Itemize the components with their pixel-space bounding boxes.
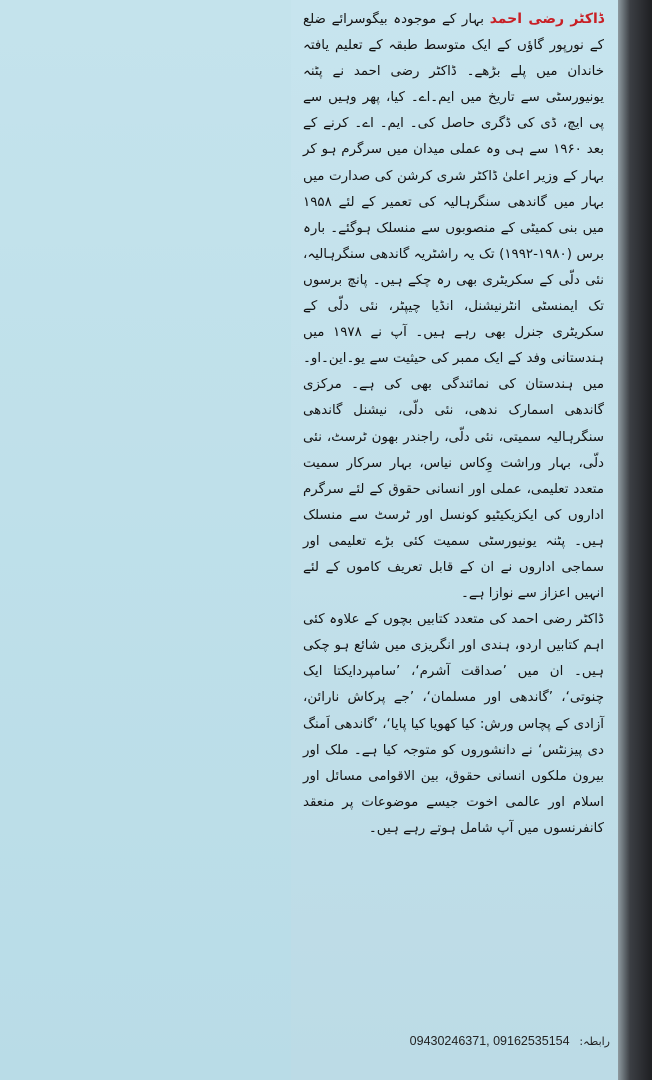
contact-phone-numbers: 09430246371, 09162535154 bbox=[409, 1034, 570, 1048]
book-spine-edge bbox=[618, 0, 652, 1080]
author-bio-panel bbox=[291, 0, 618, 1080]
contact-line bbox=[300, 1034, 610, 1048]
contact-label: رابطہ: bbox=[579, 1035, 610, 1048]
bio-paragraph-1 bbox=[303, 6, 604, 607]
author-name: ڈاکٹر رضی احمد bbox=[489, 11, 604, 27]
bio-paragraph-2: ڈاکٹر رضی احمد کی متعدد کتابیں بچوں کے علاوہ کئی اہم کتابیں اردو، ہندی اور انگریزی میں شائع ہو چکی ہیں۔ ان میں ’صداقت آشرم‘، ’سامپردایکتا ایک چنوتی‘، ’گاندھی اور مسلمان‘، ’جے پرکاش نارائن، آزادی کے پچاس ورش: کیا کھویا کیا پایا‘، ’گاندھی اَمنگ دی پیزنٹس‘ نے دانشوروں کو متوجہ کیا ہے۔ ملک اور بیرون ملکوں انسانی حقوق، بین الاقوامی مسائل اور اسلام اور عالمی اخوت جیسے موضوعات پر منعقد کانفرنسوں میں آپ شامل ہوتے رہے ہیں۔ bbox=[303, 612, 604, 836]
book-left-flap bbox=[0, 0, 292, 1080]
bio-paragraph-1-text: بہار کے موجودہ بیگوسرائے ضلع کے نورپور گاؤں کے ایک متوسط طبقہ کے تعلیم یافتہ خاندان میں پلے بڑھے۔ ڈاکٹر رضی احمد نے پٹنہ یونیورسٹی سے تاریخ میں ایم۔اے۔ کیا، پھر وہیں سے پی ایچ، ڈی کی ڈگری حاصل کی۔ ایم۔ اے۔ کرنے کے بعد ۱۹۶۰ سے ہی وہ عملی میدان میں سرگرم ہو کر بہار کے وزیر اعلیٰ ڈاکٹر شری کرشن کی صدارت میں بہار میں گاندھی سنگرہالیہ کی تعمیر کے لئے ۱۹۵۸ میں بنی کمیٹی کے منصوبوں سے منسلک ہوگئے۔ بارہ برس (۱۹۸۰-۱۹۹۲) تک یہ راشٹریہ گاندھی سنگرہالیہ، نئی دلّی کے سکریٹری بھی رہ چکے ہیں۔ پانچ برسوں تک ایمنسٹی انٹرنیشنل، انڈیا چیپٹر، نئی دلّی کے سکریٹری جنرل بھی رہے ہیں۔ آپ نے ۱۹۷۸ میں ہندستانی وفد کے ایک ممبر کی حیثیت سے یو۔این۔او۔ میں ہندستان کی نمائندگی بھی کی ہے۔ مرکزی گاندھی اسمارک ندھی، نئی دلّی، نیشنل گاندھی سنگرہالیہ سمیتی، نئی دلّی، راجندر بھون ٹرسٹ، نئی دلّی، بہار وراشت وِکاس نیاس، بہار سرکار سمیت متعدد تعلیمی، عملی اور انسانی حقوق کے لئے سرگرم اداروں کی ایکزیکیٹیو کونسل اور ٹرسٹ سے منسلک ہیں۔ پٹنہ یونیورسٹی سمیت کئی بڑے تعلیمی اور سماجی اداروں نے ان کے قابل تعریف کاموں کے لئے انہیں اعزاز سے نوازا ہے۔ bbox=[303, 12, 604, 602]
